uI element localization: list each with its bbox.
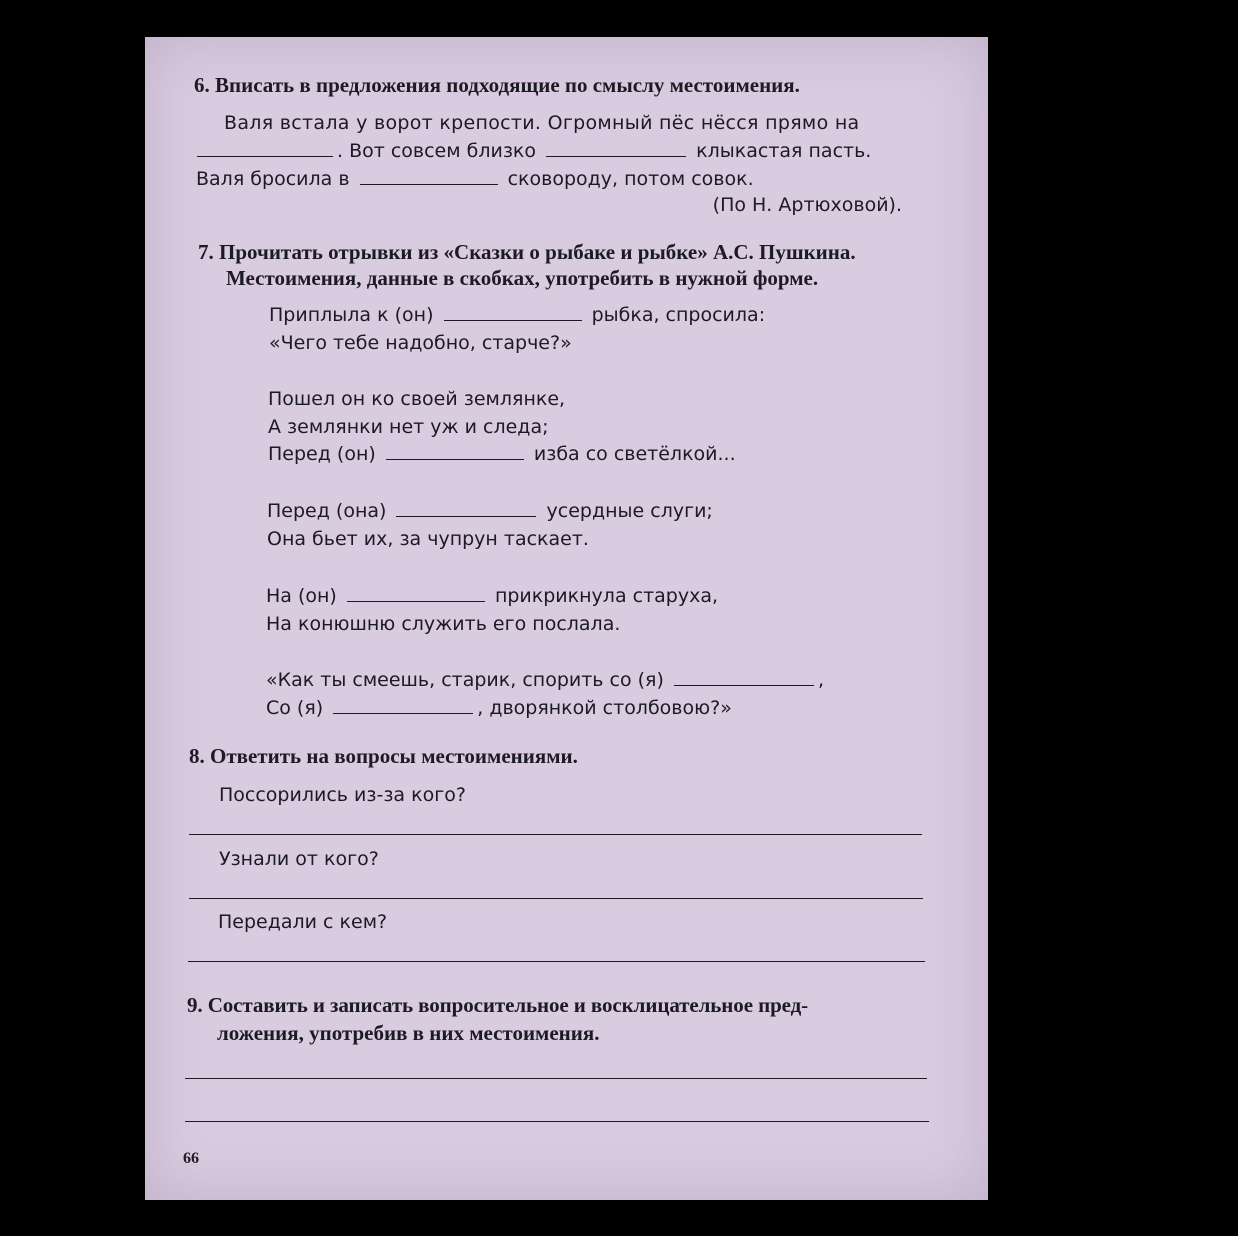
poem-4-line-2: На конюшню служить его послала. — [266, 613, 621, 635]
answer-line[interactable] — [185, 1078, 927, 1079]
poem-text: «Как ты смеешь, старик, спорить со (я) — [266, 669, 664, 691]
poem-3-line-2: Она бьет их, за чупрун таскает. — [267, 528, 589, 550]
blank-field[interactable] — [674, 684, 814, 686]
poem-text: , — [817, 669, 824, 691]
blank-field[interactable] — [197, 155, 333, 157]
poem-text: рыбка, спросила: — [591, 304, 766, 326]
task-8-question-1: Поссорились из-за кого? — [219, 784, 466, 806]
poem-text: прикрикнула старуха, — [494, 585, 719, 607]
blank-field[interactable] — [444, 319, 582, 321]
blank-field[interactable] — [546, 155, 686, 157]
blank-field[interactable] — [347, 600, 485, 602]
blank-field[interactable] — [333, 712, 473, 714]
answer-line[interactable] — [189, 834, 922, 835]
poem-text: На (он) — [266, 585, 337, 607]
task-6-line-2-text-a: . Вот совсем близко — [337, 140, 537, 162]
poem-text: Приплыла к (он) — [269, 304, 434, 326]
poem-4-line-1 — [266, 585, 718, 607]
task-6-line-2-text-b: клыкастая пасть. — [696, 140, 872, 162]
poem-2-line-1: Пошел он ко своей землянке, — [268, 388, 566, 410]
workbook-page — [145, 37, 988, 1200]
task-6-line-2 — [197, 140, 871, 162]
answer-line[interactable] — [185, 1121, 929, 1122]
task-8-question-2: Узнали от кого? — [219, 848, 379, 870]
task-6-line-1: Валя встала у ворот крепости. Огромный пёс нёсся прямо на — [224, 112, 860, 134]
task-7-title-line-1: 7. Прочитать отрывки из «Сказки о рыбаке и рыбке» А.С. Пушкина. — [198, 240, 856, 264]
blank-field[interactable] — [386, 458, 524, 460]
task-8-title: 8. Ответить на вопросы местоимениями. — [189, 744, 578, 768]
poem-1-line-2: «Чего тебе надобно, старче?» — [269, 332, 572, 354]
task-9-title-line-2: ложения, употребив в них местоимения. — [217, 1021, 600, 1045]
task-8-question-3: Передали с кем? — [218, 911, 388, 933]
blank-field[interactable] — [360, 183, 498, 185]
task-9-title-line-1: 9. Составить и записать вопросительное и восклицательное пред- — [187, 993, 809, 1017]
poem-text: Со (я) — [266, 697, 324, 719]
task-6-title: 6. Вписать в предложения подходящие по смыслу местоимения. — [194, 73, 800, 97]
task-6-line-3-text-b: сковороду, потом совок. — [507, 168, 754, 190]
poem-5-line-2 — [266, 697, 732, 719]
poem-text: Перед (он) — [268, 443, 376, 465]
task-7-title-line-2: Местоимения, данные в скобках, употребить в нужной форме. — [226, 266, 819, 290]
answer-line[interactable] — [188, 961, 925, 962]
poem-1-line-1 — [269, 304, 765, 326]
poem-text: изба со светёлкой... — [533, 443, 736, 465]
poem-text: Перед (она) — [267, 500, 387, 522]
poem-text: усердные слуги; — [546, 500, 713, 522]
poem-5-line-1 — [266, 669, 824, 691]
page-number: 66 — [183, 1150, 199, 1167]
blank-field[interactable] — [396, 515, 536, 517]
poem-text: , дворянкой столбовою?» — [477, 697, 732, 719]
task-6-source: (По Н. Артюховой). — [712, 194, 902, 216]
poem-2-line-2: А землянки нет уж и следа; — [268, 416, 549, 438]
task-6-line-3 — [196, 168, 754, 190]
poem-2-line-3 — [268, 443, 736, 465]
task-6-line-3-text-a: Валя бросила в — [196, 168, 350, 190]
poem-3-line-1 — [267, 500, 713, 522]
answer-line[interactable] — [189, 898, 923, 899]
